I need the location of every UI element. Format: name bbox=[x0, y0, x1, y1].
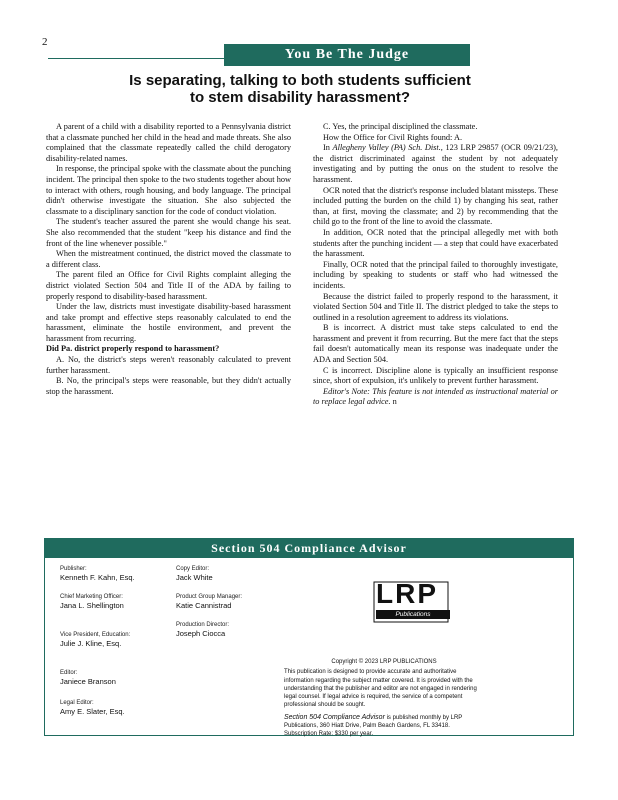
case-name: Allegheny Valley (PA) Sch. Dist. bbox=[332, 143, 441, 153]
article-title-line-2: to stem disability harassment? bbox=[189, 89, 411, 106]
page-number: 2 bbox=[42, 36, 48, 48]
staff-role: Copy Editor: bbox=[176, 566, 210, 572]
article-column-right bbox=[313, 122, 558, 408]
editor-note bbox=[313, 387, 558, 408]
staff-name: Katie Cannistrad bbox=[176, 601, 232, 610]
section-header-banner: You Be The Judge bbox=[224, 44, 470, 66]
staff-role: Editor: bbox=[60, 670, 78, 676]
staff-name: Janiece Branson bbox=[60, 677, 116, 686]
paragraph: B is incorrect. A district must take steps calculated to end the harassment and prevent it from recurring. But the mere fact that the steps fail doesn't automatically mean its response was inadequate under the ADA and Section 504. bbox=[313, 323, 558, 365]
staff-name: Joseph Ciocca bbox=[176, 629, 226, 638]
paragraph: The parent filed an Office for Civil Rights complaint alleging the district violated Section 504 and Title II of the ADA by failing to properly respond to disability-based harassment. bbox=[46, 270, 291, 301]
editor-note-text: Editor's Note: This feature is not intended as instructional material or to replace legal advice. bbox=[313, 386, 558, 407]
staff-vp-education bbox=[60, 632, 130, 648]
paragraph: The student's teacher assured the parent she would change his seat. She also recommended that the student "keep his distance and find the front of the line whenever possible." bbox=[46, 217, 291, 248]
staff-name: Julie J. Kline, Esq. bbox=[60, 639, 122, 648]
paragraph: Under the law, districts must investigate disability-based harassment and take prompt and effective steps reasonably calculated to end the harassment, eliminate the hostile environment, and prevent the harassment from recurring. bbox=[46, 302, 291, 343]
masthead-banner: Section 504 Compliance Advisor bbox=[44, 538, 574, 558]
citation-prefix: In bbox=[323, 143, 330, 153]
staff-cmo bbox=[60, 594, 124, 610]
legal-notice bbox=[284, 658, 484, 710]
paragraph: C is incorrect. Discipline alone is typically an insufficient response since, short of expulsion, it's unlikely to prevent further harassment. bbox=[313, 365, 558, 386]
staff-name: Jack White bbox=[176, 573, 213, 582]
staff-publisher bbox=[60, 566, 135, 582]
staff-name: Amy E. Slater, Esq. bbox=[60, 707, 125, 716]
staff-editor bbox=[60, 670, 116, 686]
article-column-left bbox=[46, 122, 291, 397]
paragraph: A parent of a child with a disability reported to a Pennsylvania district that a classmate punched her child in the head and made threats. She also complained that the classmate repeatedly called the child derogatory disability-related names. bbox=[46, 122, 291, 163]
article-title-line-1: Is separating, talking to both students sufficient bbox=[129, 72, 471, 89]
staff-production-director bbox=[176, 622, 229, 638]
staff-role: Vice President, Education: bbox=[60, 632, 131, 638]
staff-product-group-manager bbox=[176, 594, 242, 610]
ocr-finding-intro: How the Office for Civil Rights found: A. bbox=[323, 132, 463, 142]
case-citation bbox=[313, 143, 558, 185]
staff-copy-editor bbox=[176, 566, 213, 582]
publication-info bbox=[284, 714, 484, 738]
disclaimer-text: This publication is designed to provide accurate and authoritative information regarding the subject matter covered. It is provided with the understanding that the publisher and editor are not engaged in rendering legal counsel. If legal advice is required, the service of a competent professional should be sought. bbox=[284, 669, 477, 709]
publication-name: Section 504 Compliance Advisor bbox=[284, 714, 385, 721]
staff-name: Jana L. Shellington bbox=[60, 601, 124, 610]
paragraph: When the mistreatment continued, the district moved the classmate to a different class. bbox=[46, 249, 291, 269]
paragraph: Because the district failed to properly respond to the harassment, it violated Section 504 and Title II. The district pledged to take the steps to outlined in a resolution agreement to address its violations. bbox=[313, 291, 558, 322]
staff-role: Publisher: bbox=[60, 566, 87, 572]
staff-role: Production Director: bbox=[176, 622, 230, 628]
question: Did Pa. district properly respond to harassment? bbox=[46, 344, 220, 354]
lrp-logo-subtitle: Publications bbox=[376, 610, 450, 619]
paragraph: In addition, OCR noted that the principal allegedly met with both students after the punching incident — a step that could have exacerbated the harassment. bbox=[313, 227, 558, 259]
paragraph: Finally, OCR noted that the principal failed to thoroughly investigate, including by speaking to students or staff who had witnessed the incidents. bbox=[313, 259, 558, 290]
copyright-line: Copyright © 2023 LRP PUBLICATIONS bbox=[331, 659, 437, 665]
paragraph: OCR noted that the district's response included blatant missteps. These included putting the burden on the child 1) by changing his seat, rather than, at first, moving the classmate; and 2) by recommending that the child go to the front of the line to avoid the classmate. bbox=[313, 185, 558, 227]
staff-legal-editor bbox=[60, 700, 125, 716]
citation-rest: , 123 LRP 29857 (OCR 09/21/23), the district discriminated against the student by not adequately investigating and by putting the onus on the student to resolve the harassment. bbox=[313, 143, 558, 184]
staff-role: Legal Editor: bbox=[60, 700, 94, 706]
staff-name: Kenneth F. Kahn, Esq. bbox=[60, 573, 135, 582]
paragraph: In response, the principal spoke with the classmate about the punching incident. The principal then spoke to the two students together about how to interact with others, rough housing, and body language. The principal didn't otherwise investigate the situation. She also subjected the classmate to a disciplinary sanction for the code of conduct violation. bbox=[46, 164, 291, 216]
header-rule bbox=[48, 58, 224, 59]
publication-details: is published monthly by LRP Publications, 360 Hiatt Drive, Palm Beach Gardens, FL 33418. Subscription Rate: $330 per year. bbox=[284, 715, 463, 737]
end-mark: n bbox=[392, 397, 397, 407]
staff-role: Chief Marketing Officer: bbox=[60, 594, 123, 600]
staff-role: Product Group Manager: bbox=[176, 594, 243, 600]
article-title bbox=[60, 72, 540, 106]
lrp-logo: LRP bbox=[376, 578, 438, 609]
answer-option-b: B. No, the principal's steps were reasonable, but they didn't actually stop the harassment. bbox=[46, 376, 291, 396]
answer-option-c: C. Yes, the principal disciplined the classmate. bbox=[323, 122, 478, 131]
answer-option-a: A. No, the district's steps weren't reasonably calculated to prevent further harassment. bbox=[46, 355, 291, 375]
